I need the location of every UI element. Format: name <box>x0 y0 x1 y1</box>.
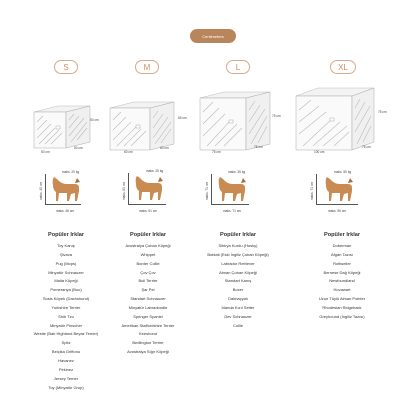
dog-height-label-s: maks. 40 cm <box>39 181 43 200</box>
breed-item: Şar Pei <box>141 287 155 293</box>
crate-depth-label-s: 50 cm <box>74 146 83 150</box>
size-column-m <box>96 0 200 416</box>
dog-silhouette-s <box>49 173 81 208</box>
breed-item: Amerikan Staffordshire Terrier <box>121 322 175 328</box>
breed-item: Spitz <box>61 340 71 346</box>
breed-item: Pomeranya (Boo) <box>50 287 82 293</box>
crate-width-label-l: 75 cm <box>212 150 221 154</box>
crate-height-label-xl: 75 cm <box>378 110 387 114</box>
breed-item: Avustralya Çoban Köpeği <box>125 243 171 248</box>
breed-item: Bobtail (Eski İngiliz Çoban Köpeği) <box>207 251 269 257</box>
dog-silhouette-l <box>215 173 247 208</box>
dog-width-label-s: maks. 46 cm <box>56 209 75 213</box>
breed-item: Minyatür Labradoodle <box>128 304 168 310</box>
breed-item: Uzun Tüylü Alman Pointer <box>318 296 366 302</box>
breed-item: Çov Çov <box>140 269 156 275</box>
breed-item: Rottweiler <box>333 260 351 266</box>
size-column-l <box>186 0 290 416</box>
crate-illustration-l <box>198 88 274 152</box>
breed-item: Jersey Terrier <box>53 375 79 381</box>
breed-item: Dev Schnauzer <box>224 313 252 319</box>
dog-height-label-m: maks. 61 cm <box>122 181 126 200</box>
breed-item: Minyatür Pinscher <box>49 322 82 328</box>
breed-item: Sosis Köpek (Dachshund) <box>42 296 90 302</box>
breed-item: Şivava <box>59 251 72 257</box>
dog-width-label-m: maks. 61 cm <box>139 209 158 213</box>
crate-height-label-s: 50 cm <box>90 118 99 122</box>
breed-list-l <box>186 232 290 330</box>
breed-item: Border Collie <box>136 260 160 266</box>
breeds-title-m: Popüler Irklar <box>129 232 167 238</box>
breed-item: Springer Spaniel <box>133 313 163 319</box>
breed-item: Newfoundland <box>329 278 355 284</box>
crate-width-label-m: 60 cm <box>124 150 133 154</box>
breed-item: Afgan Tazısı <box>331 251 353 257</box>
breed-item: Standart Kanış <box>224 278 252 284</box>
crate-illustration-m <box>108 98 178 152</box>
dog-height-label-l: maks. 71 cm <box>205 181 209 200</box>
breed-item: Yorkshire Terrier <box>51 304 81 310</box>
breed-item: Bedlington Terrier <box>132 340 164 346</box>
breed-item: Havanez <box>58 357 74 363</box>
breed-item: Dalmaçyalı <box>228 296 248 302</box>
breed-item: Pug (Mops) <box>55 260 77 266</box>
breed-item: Toy (Minyatür Grup) <box>48 384 84 390</box>
breed-item: Westie (Batı Highland Beyaz Terrier) <box>33 331 99 337</box>
crate-depth-label-xl: 75 cm <box>362 145 371 149</box>
breed-item: Alman Çoban Köpeği <box>219 269 257 275</box>
breed-item: Sibirya Kurdu (Husky) <box>218 243 258 248</box>
breeds-title-xl: Popüler Irklar <box>323 232 361 238</box>
breed-item: Minyatür Schnauzer <box>48 269 84 275</box>
breed-item: Rhodesian Ridgeback <box>322 304 362 310</box>
dog-silhouette-m <box>132 172 164 207</box>
dog-weight-label-xl: maks. 50 kg <box>334 170 352 174</box>
breed-list-m <box>96 232 200 357</box>
breed-item: Boxer <box>232 287 244 293</box>
crate-depth-label-l: 75 cm <box>254 145 263 149</box>
breed-item: Bull Terrier <box>138 278 158 284</box>
crate-depth-label-m: 60 cm <box>160 146 169 150</box>
breed-item: Doberman <box>332 243 352 248</box>
size-badge-l[interactable]: L <box>226 60 250 74</box>
breed-item: Belçika Griffonu <box>51 349 81 355</box>
size-badge-m[interactable]: M <box>135 60 159 74</box>
breed-item: Shih Tzu <box>58 313 74 319</box>
unit-toggle-button[interactable]: Centimeters <box>190 29 236 43</box>
size-badge-s[interactable]: S <box>54 60 78 74</box>
breed-item: Bernese Dağ Köpeği <box>323 269 361 275</box>
breed-item: Collie <box>232 322 243 328</box>
breed-list-xl <box>290 232 394 322</box>
dog-weight-label-l: maks. 35 kg <box>228 170 246 174</box>
breed-item: Labrador Retriever <box>221 260 255 266</box>
breed-item: Whippet <box>140 251 156 257</box>
crate-illustration-xl <box>294 84 378 152</box>
breed-item: Pekinez <box>58 366 74 372</box>
dog-width-label-xl: maks. 96 cm <box>328 209 347 213</box>
breed-item: Greyhound (İngiliz Tazısı) <box>319 313 365 319</box>
breeds-title-l: Popüler Irklar <box>219 232 257 238</box>
breed-item: Malta Köpeği <box>54 278 78 284</box>
breed-item: Avustralya Sığır Köpeği <box>127 349 169 355</box>
crate-width-label-s: 50 cm <box>41 150 50 154</box>
breed-item: Toy Kanış <box>57 243 75 248</box>
breeds-title-s: Popüler Irklar <box>47 232 85 238</box>
dog-weight-label-m: maks. 25 kg <box>146 169 164 173</box>
dog-width-label-l: maks. 71 cm <box>223 209 242 213</box>
crate-width-label-xl: 100 cm <box>314 150 325 154</box>
crate-illustration-s <box>32 102 92 150</box>
breed-item: İrlanda Kızıl Setter <box>221 304 255 310</box>
breed-item: Standart Schnauzer <box>130 296 166 302</box>
size-column-xl <box>290 0 394 416</box>
breed-item: Keeshond <box>138 331 157 337</box>
size-badge-xl[interactable]: XL <box>330 60 356 74</box>
dog-height-label-xl: maks. 71 cm <box>310 181 314 200</box>
dog-weight-label-s: maks. 20 kg <box>62 170 80 174</box>
crate-height-label-l: 75 cm <box>272 114 281 118</box>
dog-silhouette-xl <box>322 173 354 208</box>
breed-item: Hovawart <box>333 287 351 293</box>
crate-height-label-m: 65 cm <box>178 116 187 120</box>
